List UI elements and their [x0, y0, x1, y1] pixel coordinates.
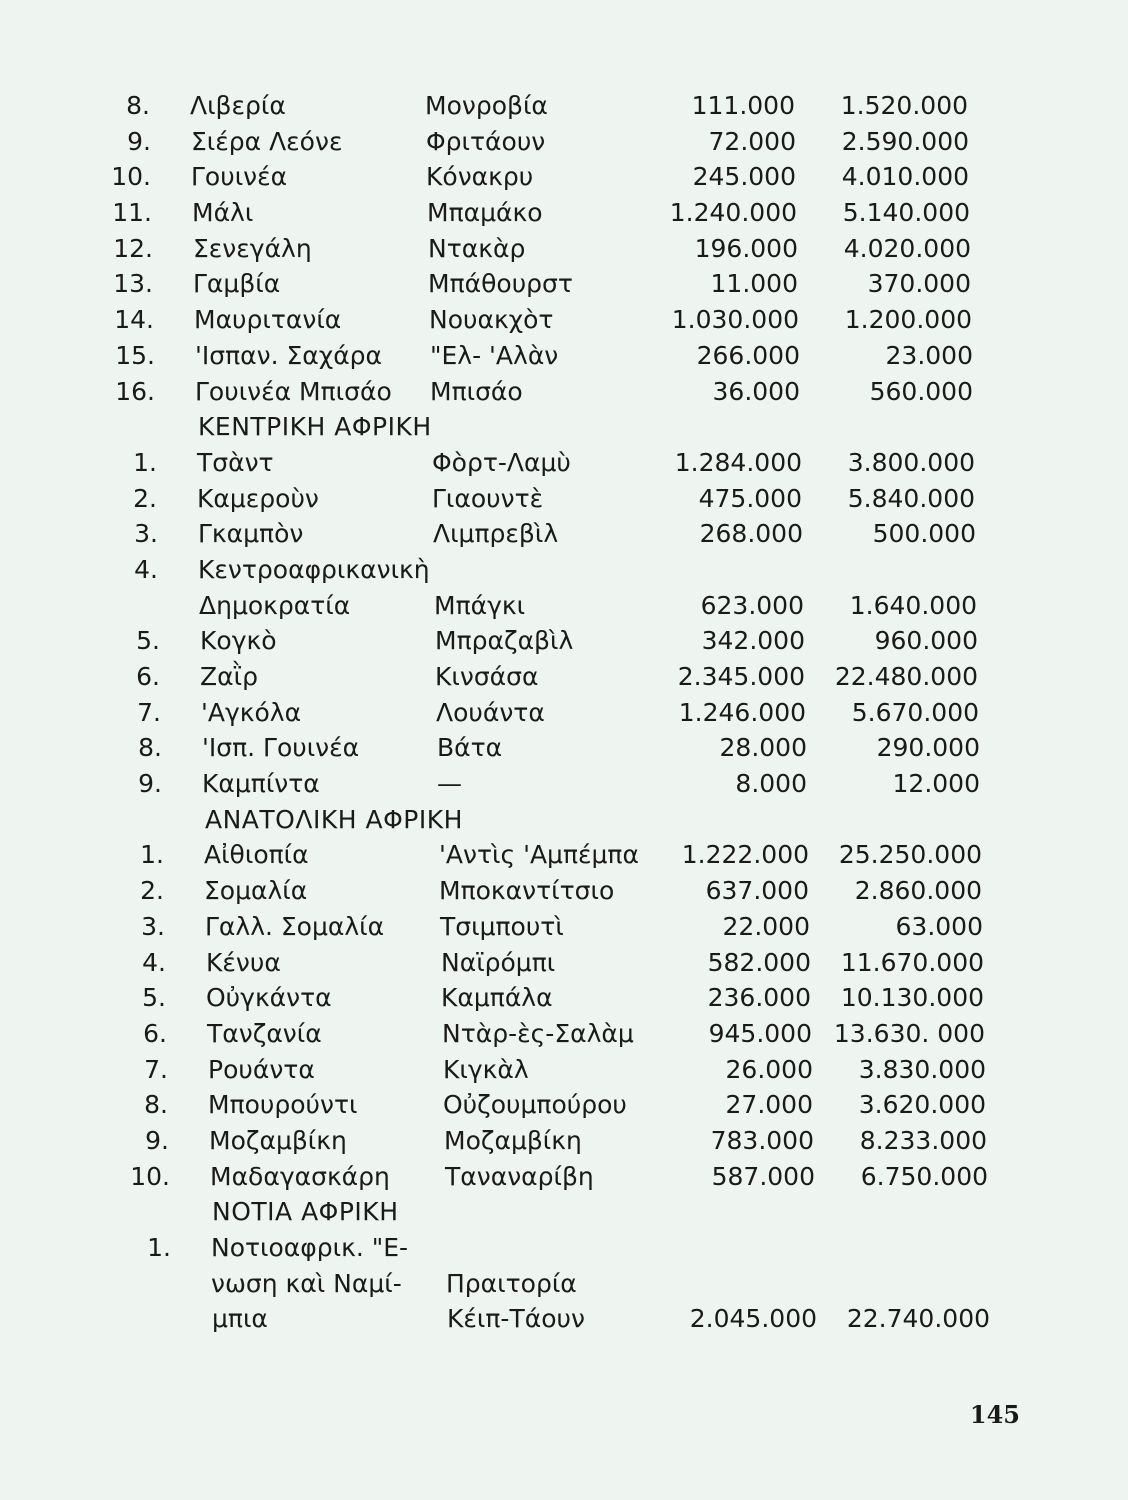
- capital-name: Νουακχὸτ: [429, 305, 554, 335]
- country-name: Δημοκρατία: [199, 590, 351, 620]
- table-row: [0, 195, 1128, 231]
- table-row: [0, 1052, 1128, 1088]
- area-value: 2.345.000: [677, 662, 805, 691]
- table-row: [0, 159, 1128, 195]
- row-number: 4.: [142, 947, 166, 977]
- country-name: νωση καὶ Ναμί-: [211, 1268, 402, 1298]
- table-row: [0, 980, 1128, 1016]
- area-value: 945.000: [708, 1018, 812, 1048]
- area-value: 28.000: [719, 733, 807, 763]
- country-name: Μοζαμβίκη: [209, 1125, 347, 1155]
- country-name: Νοτιοαφρικ. "Ε-: [211, 1233, 409, 1262]
- population-value: 13.630. 000: [833, 1018, 985, 1048]
- row-number: 14.: [114, 305, 154, 335]
- row-number: 2.: [140, 876, 164, 906]
- capital-name: Ταναναρίβη: [445, 1161, 594, 1191]
- capital-name: Μποκαντίτσιο: [439, 876, 615, 906]
- country-name: Τανζανία: [207, 1018, 322, 1048]
- country-name: Σιέρα Λεόνε: [191, 126, 343, 156]
- capital-name: Λιμπρεβὶλ: [433, 519, 559, 549]
- table-row: [0, 1301, 1128, 1337]
- country-name: Οὐγκάντα: [206, 983, 332, 1013]
- capital-name: Λουάντα: [436, 697, 545, 727]
- page-number: 145: [969, 1400, 1020, 1429]
- row-number: 2.: [133, 483, 157, 513]
- row-number: 9.: [145, 1125, 169, 1155]
- table-row: [0, 88, 1128, 124]
- area-value: 637.000: [705, 876, 809, 906]
- area-value: 36.000: [712, 376, 800, 406]
- row-number: 6.: [143, 1018, 167, 1048]
- area-value: 2.045.000: [689, 1304, 817, 1334]
- country-name: Ζαῒρ: [200, 662, 258, 691]
- row-number: 1.: [133, 447, 157, 477]
- population-value: 2.860.000: [854, 876, 982, 906]
- row-number: 6.: [136, 662, 160, 691]
- capital-name: Μονροβία: [425, 91, 548, 120]
- population-value: 25.250.000: [838, 840, 982, 870]
- country-name: Κένυα: [206, 947, 281, 977]
- capital-name: 'Αντὶς 'Αμπέμπα: [439, 840, 639, 870]
- capital-name: Οὐζουμπούρου: [443, 1090, 627, 1120]
- row-number: 13.: [113, 269, 153, 299]
- population-value: 290.000: [876, 733, 980, 763]
- row-number: 7.: [137, 697, 161, 727]
- capital-name: Μπάγκι: [434, 590, 526, 620]
- country-name: Κεντροαφρικανικὴ: [198, 554, 430, 584]
- area-value: 783.000: [710, 1125, 814, 1155]
- country-name: Μπουρούντι: [208, 1090, 358, 1120]
- row-number: 8.: [138, 733, 162, 763]
- population-value: 23.000: [885, 340, 973, 370]
- section-heading-row: [0, 802, 1128, 838]
- population-value: 12.000: [892, 769, 980, 799]
- table-row: [0, 552, 1128, 588]
- area-value: 342.000: [701, 626, 805, 656]
- country-name: Γουινέα Μπισάο: [195, 376, 392, 406]
- capital-name: Κέιπ-Τάουν: [447, 1304, 585, 1334]
- country-name: Καμεροὺν: [197, 483, 319, 513]
- table-row: [0, 516, 1128, 552]
- row-number: 16.: [115, 376, 155, 406]
- area-value: 11.000: [710, 269, 798, 299]
- population-value: 5.140.000: [842, 198, 970, 228]
- capital-name: Κιγκὰλ: [443, 1054, 529, 1084]
- population-value: 8.233.000: [859, 1125, 987, 1155]
- capital-name: Τσιμπουτὶ: [440, 911, 564, 941]
- section-heading-row: [0, 1194, 1128, 1230]
- country-name: Μαυριτανία: [194, 305, 342, 335]
- row-number: 8.: [144, 1090, 168, 1120]
- population-value: 5.840.000: [847, 483, 975, 513]
- area-value: 72.000: [708, 126, 796, 156]
- country-name: μπια: [212, 1304, 268, 1334]
- country-name: Μάλι: [192, 198, 254, 228]
- table-row: [0, 766, 1128, 802]
- capital-name: Μπραζαβὶλ: [435, 626, 574, 656]
- country-table: [0, 88, 1128, 1337]
- country-name: 'Ισπαν. Σαχάρα: [195, 340, 383, 370]
- area-value: 22.000: [722, 911, 810, 941]
- table-row: [0, 623, 1128, 659]
- capital-name: Μπάθουρστ: [428, 269, 573, 299]
- table-row: [0, 338, 1128, 374]
- country-name: Γαλλ. Σομαλία: [205, 911, 385, 941]
- population-value: 10.130.000: [840, 983, 984, 1013]
- table-row: [0, 659, 1128, 695]
- population-value: 22.480.000: [834, 662, 978, 691]
- area-value: 26.000: [725, 1054, 813, 1084]
- table-row: [0, 124, 1128, 160]
- table-row: [0, 909, 1128, 945]
- capital-name: "Ελ- 'Αλὰν: [430, 340, 559, 370]
- row-number: 9.: [138, 769, 162, 799]
- population-value: 22.740.000: [846, 1304, 990, 1334]
- section-heading-row: [0, 409, 1128, 445]
- country-name: Κογκὸ: [200, 626, 277, 656]
- row-number: 12.: [113, 233, 153, 263]
- capital-name: Μπισάο: [430, 376, 523, 406]
- capital-name: Γιαουντὲ: [432, 483, 544, 513]
- capital-name: Μοζαμβίκη: [444, 1125, 582, 1155]
- area-value: 236.000: [707, 983, 811, 1013]
- population-value: 4.010.000: [841, 162, 969, 192]
- table-row: [0, 945, 1128, 981]
- table-row: [0, 374, 1128, 410]
- population-value: 5.670.000: [851, 697, 979, 727]
- capital-name: Πραιτορία: [446, 1268, 577, 1298]
- population-value: 960.000: [874, 626, 978, 656]
- table-row: [0, 1016, 1128, 1052]
- country-name: Λιβερία: [190, 91, 286, 120]
- population-value: 3.620.000: [858, 1090, 986, 1120]
- row-number: 3.: [141, 911, 165, 941]
- capital-name: Ναϊρόμπι: [441, 947, 556, 977]
- country-name: Αἰθιοπία: [204, 840, 309, 870]
- country-name: Γουινέα: [191, 162, 288, 192]
- area-value: 582.000: [707, 947, 811, 977]
- row-number: 10.: [111, 162, 151, 192]
- area-value: 1.222.000: [681, 840, 809, 870]
- table-row: [0, 588, 1128, 624]
- row-number: 4.: [134, 554, 158, 584]
- row-number: 3.: [134, 519, 158, 549]
- population-value: 11.670.000: [840, 947, 984, 977]
- table-row: [0, 873, 1128, 909]
- table-row: [0, 837, 1128, 873]
- population-value: 1.520.000: [840, 91, 968, 120]
- population-value: 3.830.000: [858, 1054, 986, 1084]
- capital-name: Φὸρτ-Λαμὺ: [432, 447, 571, 477]
- area-value: 1.246.000: [678, 697, 806, 727]
- country-name: 'Ισπ. Γουινέα: [202, 733, 360, 763]
- population-value: 2.590.000: [841, 126, 969, 156]
- country-name: Σομαλία: [204, 876, 308, 906]
- country-name: Γαμβία: [193, 269, 281, 299]
- row-number: 15.: [115, 340, 155, 370]
- area-value: 27.000: [725, 1090, 813, 1120]
- section-heading: ΑΝΑΤΟΛΙΚΗ ΑΦΡΙΚΗ: [205, 804, 463, 834]
- row-number: 10.: [130, 1161, 170, 1191]
- area-value: 475.000: [698, 483, 802, 513]
- area-value: 8.000: [735, 769, 807, 799]
- section-heading: ΝΟΤΙΑ ΑΦΡΙΚΗ: [212, 1197, 399, 1227]
- table-row: [0, 481, 1128, 517]
- population-value: 1.640.000: [849, 590, 977, 620]
- capital-name: Βάτα: [437, 733, 503, 763]
- country-name: Μαδαγασκάρη: [210, 1161, 390, 1191]
- area-value: 1.284.000: [674, 447, 802, 477]
- population-value: 500.000: [872, 519, 976, 549]
- capital-name: Φριτάουν: [426, 126, 546, 156]
- area-value: 196.000: [694, 233, 798, 263]
- capital-name: Κόνακρυ: [426, 162, 534, 192]
- population-value: 3.800.000: [847, 447, 975, 477]
- area-value: 587.000: [711, 1161, 815, 1191]
- section-heading: ΚΕΝΤΡΙΚΗ ΑΦΡΙΚΗ: [198, 412, 432, 442]
- capital-name: Μπαμάκο: [427, 198, 543, 228]
- area-value: 245.000: [692, 162, 796, 192]
- population-value: 1.200.000: [844, 305, 972, 335]
- row-number: 1.: [140, 840, 164, 870]
- country-name: 'Αγκόλα: [201, 697, 302, 727]
- capital-name: Ντακὰρ: [428, 233, 526, 263]
- table-row: [0, 1230, 1128, 1266]
- table-row: [0, 1266, 1128, 1302]
- country-name: Ρουάντα: [208, 1054, 315, 1084]
- table-row: [0, 730, 1128, 766]
- area-value: 1.240.000: [669, 198, 797, 228]
- table-row: [0, 231, 1128, 267]
- population-value: 560.000: [869, 376, 973, 406]
- row-number: 1.: [147, 1233, 171, 1262]
- row-number: 7.: [144, 1054, 168, 1084]
- row-number: 9.: [127, 126, 151, 156]
- table-row: [0, 445, 1128, 481]
- row-number: 11.: [112, 198, 152, 228]
- country-name: Τσὰντ: [197, 447, 274, 477]
- area-value: 1.030.000: [671, 305, 799, 335]
- country-name: Σενεγάλη: [193, 233, 312, 263]
- population-value: 370.000: [867, 269, 971, 299]
- country-name: Καμπίντα: [202, 769, 320, 799]
- table-row: [0, 266, 1128, 302]
- capital-name: Ντὰρ-ὲς-Σαλὰμ: [442, 1018, 634, 1048]
- capital-name: Καμπάλα: [441, 983, 553, 1013]
- capital-name: —: [437, 769, 462, 799]
- area-value: 623.000: [700, 590, 804, 620]
- table-row: [0, 1123, 1128, 1159]
- population-value: 6.750.000: [860, 1161, 988, 1191]
- table-row: [0, 1159, 1128, 1195]
- table-row: [0, 1087, 1128, 1123]
- population-value: 63.000: [895, 911, 983, 941]
- area-value: 111.000: [691, 91, 795, 120]
- row-number: 8.: [126, 91, 150, 120]
- table-row: [0, 302, 1128, 338]
- row-number: 5.: [142, 983, 166, 1013]
- area-value: 266.000: [696, 340, 800, 370]
- table-row: [0, 695, 1128, 731]
- row-number: 5.: [136, 626, 160, 656]
- area-value: 268.000: [699, 519, 803, 549]
- capital-name: Κινσάσα: [435, 662, 539, 691]
- country-name: Γκαμπὸν: [198, 519, 304, 549]
- population-value: 4.020.000: [843, 233, 971, 263]
